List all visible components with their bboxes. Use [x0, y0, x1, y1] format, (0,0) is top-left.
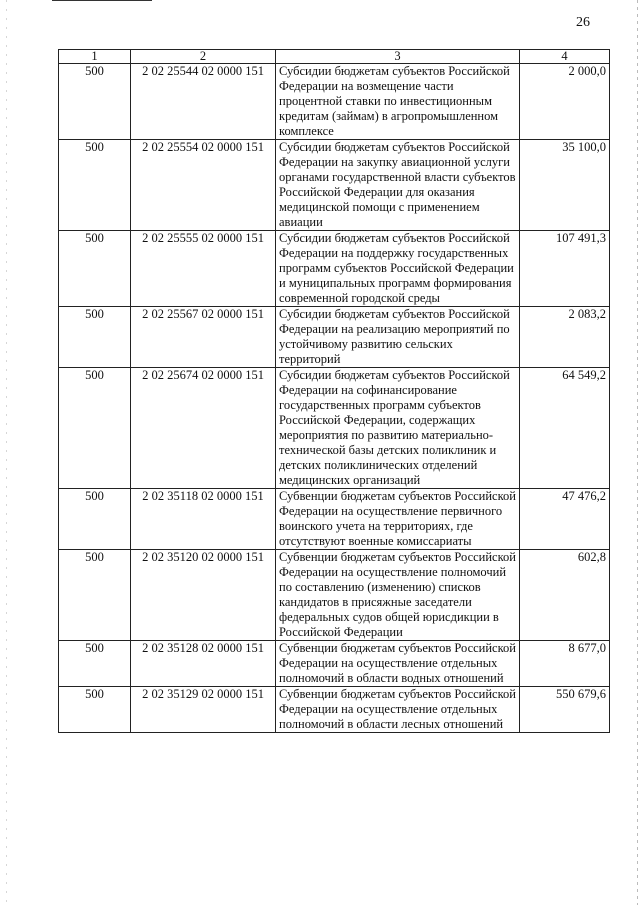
budget-code-cell: 2 02 25567 02 0000 151: [131, 307, 276, 368]
income-name-cell: Субвенции бюджетам субъектов Российской Федерации на осуществление отдельных полномочий в области водных отношений: [276, 641, 520, 687]
amount-cell: 64 549,2: [520, 368, 610, 489]
income-name-cell: Субсидии бюджетам субъектов Российской Федерации на реализацию мероприятий по устойчивому развитию сельских территорий: [276, 307, 520, 368]
admin-code-cell: 500: [59, 550, 131, 641]
scan-edge-right: [637, 0, 638, 905]
income-name-cell: Субсидии бюджетам субъектов Российской Федерации на закупку авиационной услуги органами государственной власти субъектов Российской Федерации для оказания медицинской помощи с применением авиации: [276, 140, 520, 231]
budget-code-cell: 2 02 25674 02 0000 151: [131, 368, 276, 489]
column-header-1: 1: [59, 50, 131, 64]
column-header-2: 2: [131, 50, 276, 64]
table-row: [59, 550, 610, 641]
income-name-cell: Субвенции бюджетам субъектов Российской Федерации на осуществление полномочий по составлению (изменению) списков кандидатов в присяжные заседатели федеральных судов общей юрисдикции в Российской Федерации: [276, 550, 520, 641]
budget-code-cell: 2 02 25555 02 0000 151: [131, 231, 276, 307]
income-name-cell: Субсидии бюджетам субъектов Российской Федерации на софинансирование государственных программ субъектов Российской Федерации, содержащих мероприятия по развитию материально-технической базы детских поликлиник и детских поликлинических отделений медицинских организаций: [276, 368, 520, 489]
table-row: [59, 641, 610, 687]
table-row: [59, 231, 610, 307]
table-row: [59, 64, 610, 140]
table-row: [59, 687, 610, 733]
amount-cell: 602,8: [520, 550, 610, 641]
admin-code-cell: 500: [59, 140, 131, 231]
budget-table: [58, 49, 610, 733]
amount-cell: 550 679,6: [520, 687, 610, 733]
budget-code-cell: 2 02 35120 02 0000 151: [131, 550, 276, 641]
amount-cell: 35 100,0: [520, 140, 610, 231]
amount-cell: 47 476,2: [520, 489, 610, 550]
budget-code-cell: 2 02 35118 02 0000 151: [131, 489, 276, 550]
top-rule: [52, 0, 152, 1]
column-header-3: 3: [276, 50, 520, 64]
admin-code-cell: 500: [59, 687, 131, 733]
admin-code-cell: 500: [59, 368, 131, 489]
budget-code-cell: 2 02 35129 02 0000 151: [131, 687, 276, 733]
table-row: [59, 489, 610, 550]
admin-code-cell: 500: [59, 489, 131, 550]
budget-code-cell: 2 02 35128 02 0000 151: [131, 641, 276, 687]
amount-cell: 2 083,2: [520, 307, 610, 368]
amount-cell: 2 000,0: [520, 64, 610, 140]
scan-edge-left: [6, 0, 7, 905]
budget-code-cell: 2 02 25544 02 0000 151: [131, 64, 276, 140]
column-header-4: 4: [520, 50, 610, 64]
table-row: [59, 140, 610, 231]
income-name-cell: Субвенции бюджетам субъектов Российской Федерации на осуществление отдельных полномочий в области лесных отношений: [276, 687, 520, 733]
header-row: [59, 50, 610, 64]
income-name-cell: Субвенции бюджетам субъектов Российской Федерации на осуществление первичного воинского учета на территориях, где отсутствуют военные комиссариаты: [276, 489, 520, 550]
income-name-cell: Субсидии бюджетам субъектов Российской Федерации на возмещение части процентной ставки по инвестиционным кредитам (займам) в агропромышленном комплексе: [276, 64, 520, 140]
amount-cell: 107 491,3: [520, 231, 610, 307]
admin-code-cell: 500: [59, 641, 131, 687]
admin-code-cell: 500: [59, 231, 131, 307]
table-row: [59, 307, 610, 368]
page-number: 26: [576, 15, 590, 30]
budget-code-cell: 2 02 25554 02 0000 151: [131, 140, 276, 231]
table-row: [59, 368, 610, 489]
income-name-cell: Субсидии бюджетам субъектов Российской Федерации на поддержку государственных программ субъектов Российской Федерации и муниципальных программ формирования современной городской среды: [276, 231, 520, 307]
admin-code-cell: 500: [59, 307, 131, 368]
amount-cell: 8 677,0: [520, 641, 610, 687]
admin-code-cell: 500: [59, 64, 131, 140]
